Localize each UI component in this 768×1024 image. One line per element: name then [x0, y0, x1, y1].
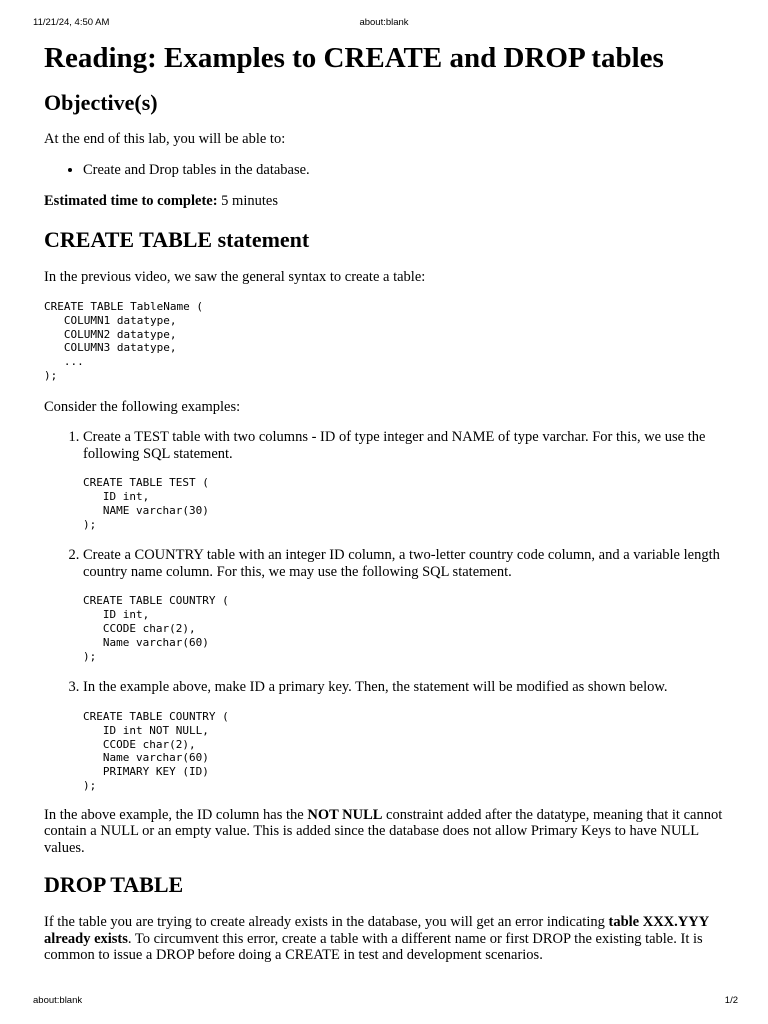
syntax-code-block: CREATE TABLE TableName ( COLUMN1 datatype, COLUMN2 datatype, COLUMN3 datatype, ... );: [44, 300, 203, 382]
example-item: [83, 429, 734, 531]
primary-key-note: [44, 807, 734, 857]
example-text: Create a COUNTRY table with an integer ID column, a two-letter country code column, and a variable length country name column. For this, we may use the following SQL statement.: [83, 547, 720, 580]
example-text: Create a TEST table with two columns - ID of type integer and NAME of type varchar. For this, we use the following SQL statement.: [83, 429, 706, 462]
objectives-heading: Objective(s): [44, 90, 158, 115]
objectives-intro: At the end of this lab, you will be able to:: [44, 131, 286, 147]
drop-table-heading: DROP TABLE: [44, 872, 184, 898]
examples-list: [44, 429, 734, 792]
drop-table-text: [44, 914, 734, 964]
example-code-block: CREATE TABLE COUNTRY ( ID int, CCODE char(2), Name varchar(60) );: [83, 594, 229, 663]
note-text-end: constraint added after the datatype, meaning that it cannot contain a NULL or an empty value. This is added since the database does not allow Primary Keys to have NULL values.: [44, 806, 723, 856]
create-table-heading: CREATE TABLE statement: [44, 226, 310, 252]
note-bold: NOT NULL: [307, 806, 383, 823]
example-code-block: CREATE TABLE TEST ( ID int, NAME varchar(30) );: [83, 476, 209, 531]
estimated-time: [44, 193, 734, 210]
estimated-time-value: 5 minutes: [217, 193, 278, 209]
example-code-block: CREATE TABLE COUNTRY ( ID int NOT NULL, CCODE char(2), Name varchar(60) PRIMARY KEY (ID) );: [83, 709, 229, 792]
document-body: [44, 38, 734, 964]
drop-text-end: . To circumvent this error, create a table with a different name or first DROP the existing table. It is common to issue a DROP before doing a CREATE in test and development scenarios.: [44, 930, 703, 964]
examples-intro: Consider the following examples:: [44, 398, 241, 415]
print-header-url: about:blank: [359, 17, 409, 28]
example-item: [83, 547, 734, 663]
objective-item: • Create and Drop tables in the database.: [83, 162, 734, 179]
objectives-list: [44, 162, 734, 179]
estimated-time-label: Estimated time to complete:: [44, 193, 218, 209]
page-title: Reading: Examples to CREATE and DROP tables: [44, 42, 664, 74]
example-text: In the example above, make ID a primary key. Then, the statement will be modified as shown below.: [83, 679, 668, 696]
note-text-start: In the above example, the ID column has the: [44, 806, 308, 823]
create-table-intro: In the previous video, we saw the general syntax to create a table:: [44, 268, 426, 285]
drop-text-bold: table XXX.YYY already exists: [44, 914, 709, 947]
example-item: [83, 679, 734, 792]
drop-text-start: If the table you are trying to create already exists in the database, you will get an error indicating: [44, 914, 609, 931]
print-footer-url: about:blank: [33, 995, 83, 1006]
print-datetime: 11/21/24, 4:50 AM: [33, 17, 110, 28]
page-number: 1/2: [724, 995, 738, 1006]
